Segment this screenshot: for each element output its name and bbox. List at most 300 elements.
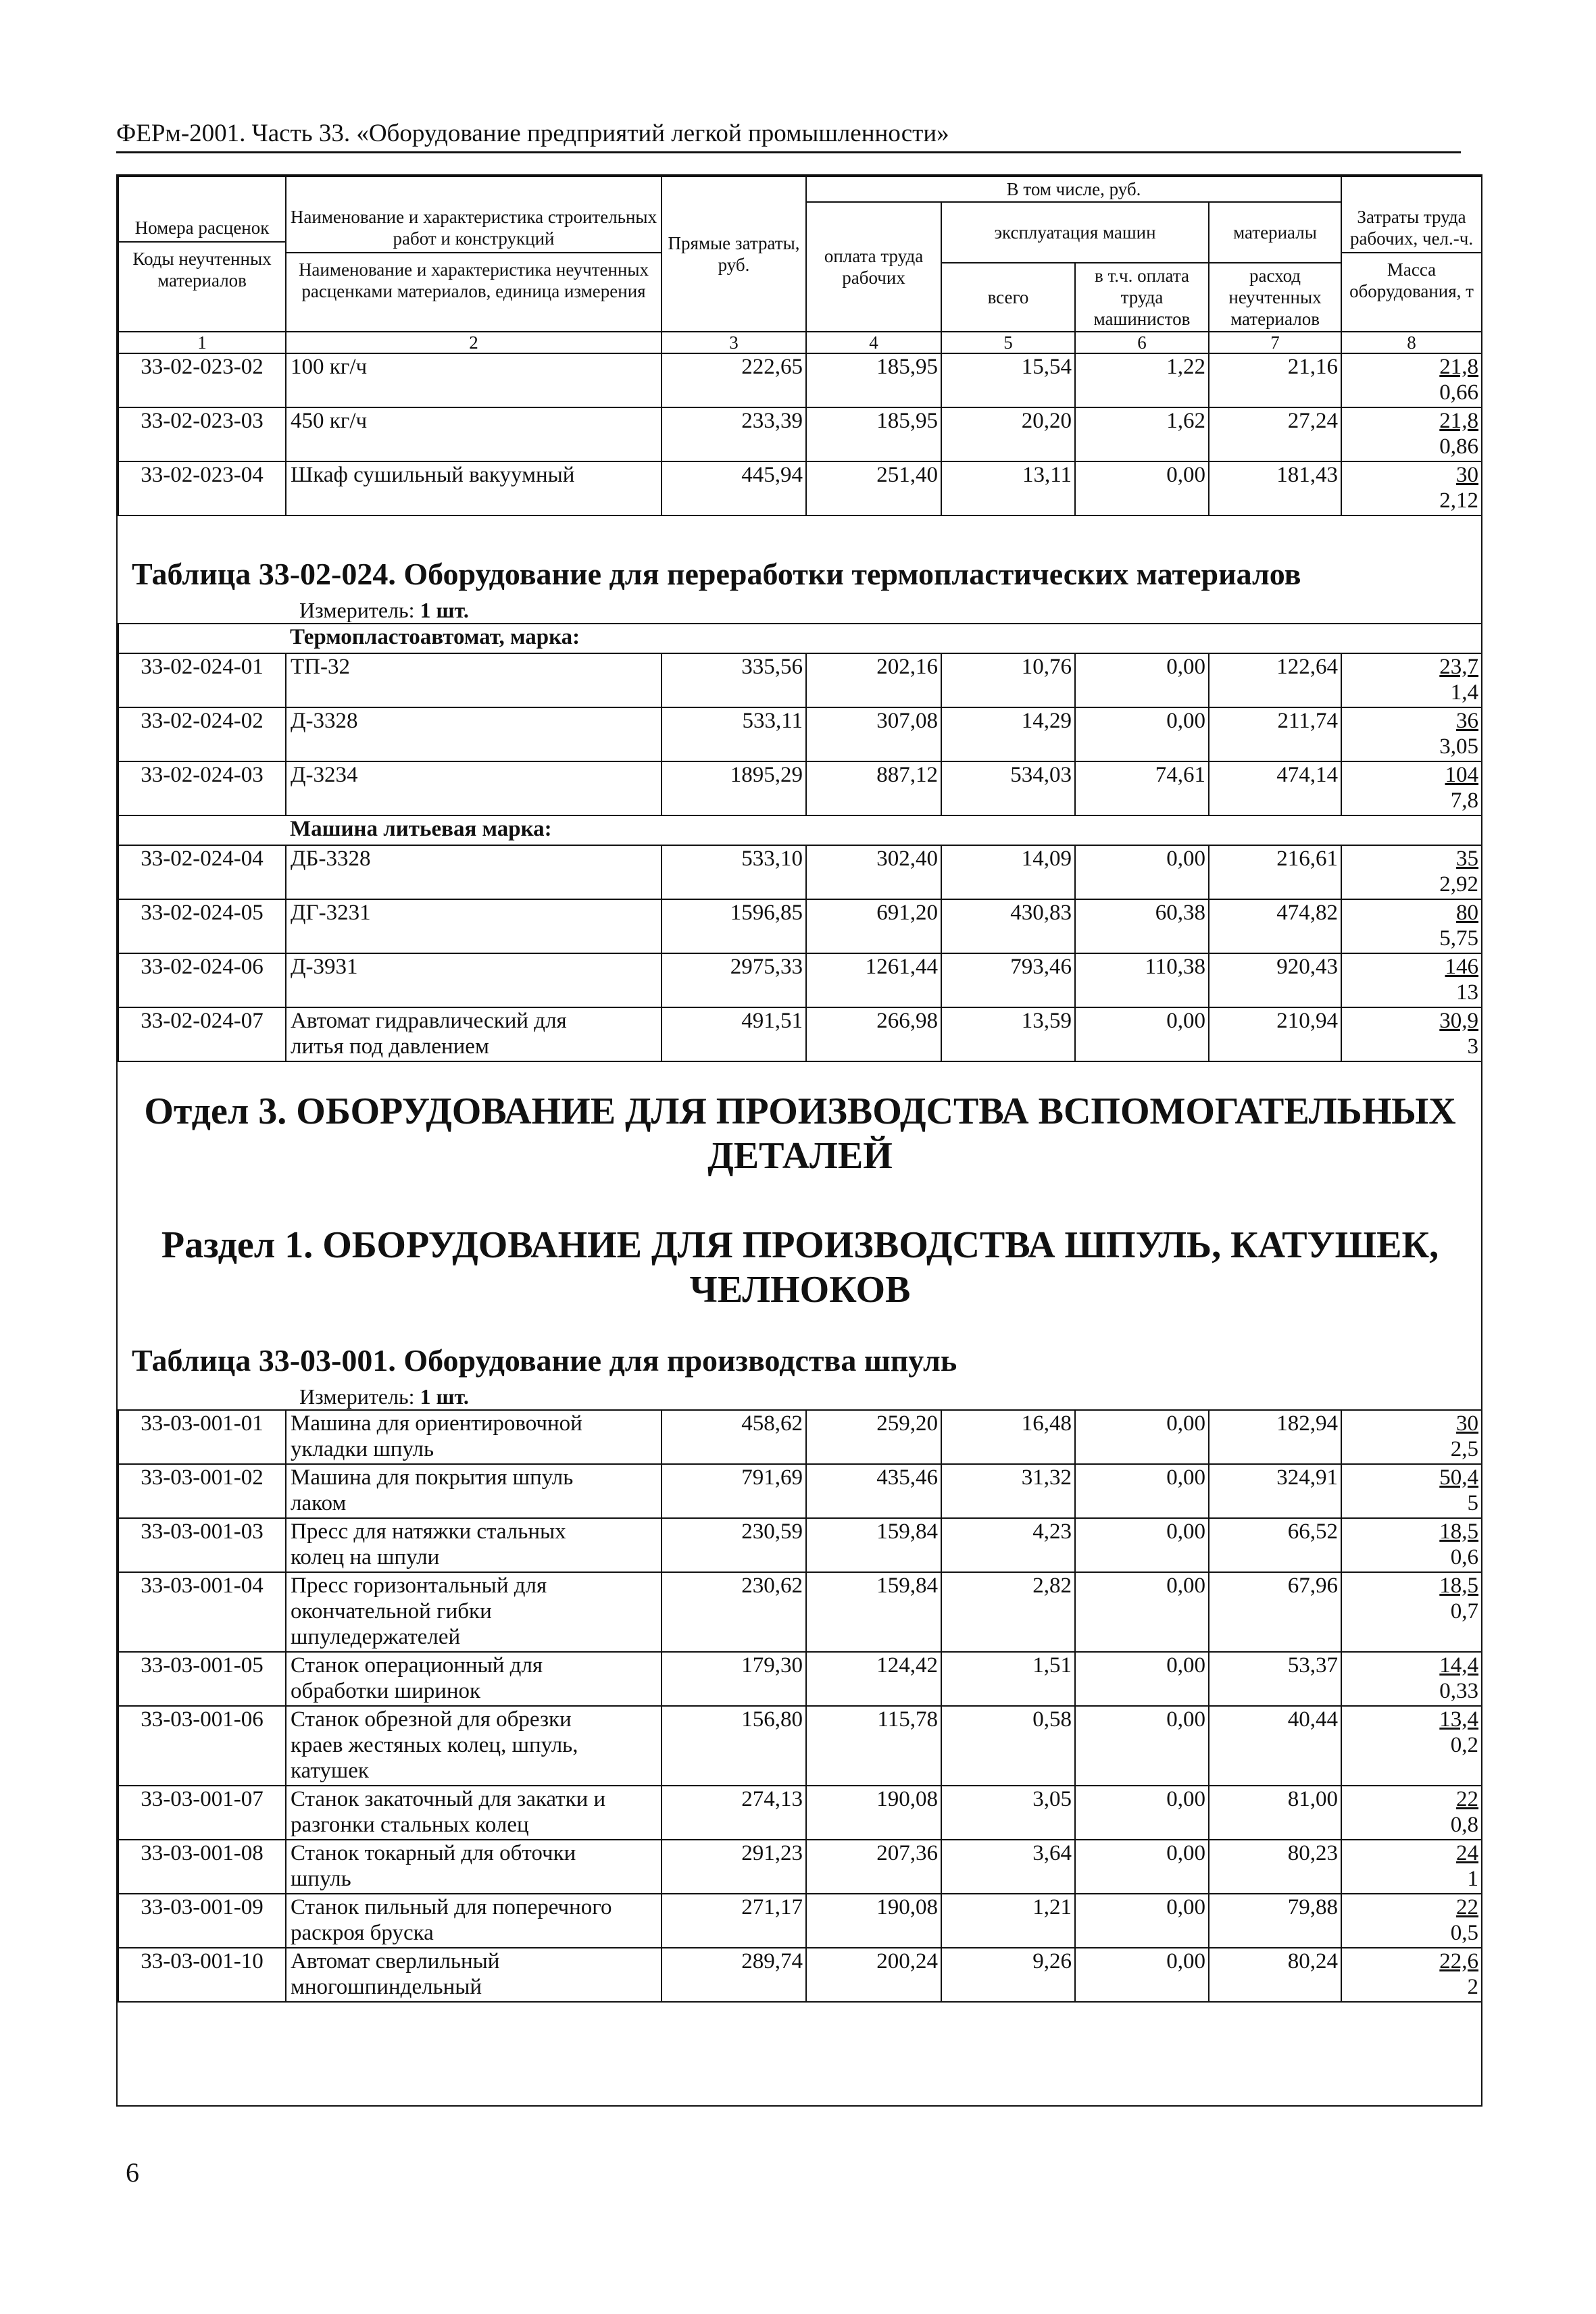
equipment-mass: 7,8: [1450, 788, 1479, 813]
workers-wages: 302,40: [806, 845, 941, 899]
rate-name-line: ДБ-3328: [291, 847, 371, 871]
rate-name: [286, 1572, 662, 1652]
materials-consumption: 211,74: [1209, 707, 1341, 761]
direct-costs: 230,59: [662, 1518, 806, 1572]
rate-name-line: укладки шпуль: [291, 1437, 434, 1461]
rate-code: 33-03-001-09: [118, 1894, 286, 1948]
table-row: [118, 461, 1482, 515]
operators-wages: 0,00: [1075, 1706, 1209, 1786]
direct-costs: 1596,85: [662, 899, 806, 953]
operators-wages: 0,00: [1075, 707, 1209, 761]
materials-consumption: 80,23: [1209, 1840, 1341, 1894]
rate-name-line: Д-3234: [291, 763, 358, 787]
workers-wages: 307,08: [806, 707, 941, 761]
header-including: В том числе, руб.: [806, 176, 1341, 202]
operators-wages: 0,00: [1075, 653, 1209, 707]
workers-wages: 1261,44: [806, 953, 941, 1007]
workers-wages: 691,20: [806, 899, 941, 953]
table-caption: Таблица 33-03-001. Оборудование для производства шпуль: [132, 1343, 957, 1378]
labor-costs: 18,5: [1439, 1574, 1479, 1598]
equipment-mass: 0,2: [1450, 1733, 1479, 1757]
workers-wages: 124,42: [806, 1652, 941, 1706]
labor-mass-cell: [1341, 1706, 1482, 1786]
labor-costs: 14,4: [1439, 1653, 1479, 1678]
rate-name: [286, 707, 662, 761]
labor-mass-cell: [1341, 407, 1482, 461]
header-operators-wages: в т.ч. оплата труда машинистов: [1075, 263, 1209, 332]
equipment-mass: 0,5: [1450, 1921, 1479, 1945]
equipment-mass: 5: [1467, 1491, 1479, 1515]
rate-code: 33-02-024-07: [118, 1007, 286, 1061]
machines-total: 13,11: [941, 461, 1075, 515]
labor-costs: 22: [1456, 1787, 1479, 1811]
rate-name-line: Машина для ориентировочной: [291, 1411, 582, 1436]
labor-costs: 35: [1456, 847, 1479, 871]
equipment-mass: 0,7: [1450, 1599, 1479, 1624]
rate-name-line: лаком: [291, 1491, 347, 1515]
direct-costs: 291,23: [662, 1840, 806, 1894]
equipment-mass: 2,92: [1439, 872, 1479, 897]
direct-costs: 233,39: [662, 407, 806, 461]
equipment-mass: 2,5: [1450, 1437, 1479, 1461]
direct-costs: 533,10: [662, 845, 806, 899]
equipment-mass: 2,12: [1439, 488, 1479, 513]
rate-code: 33-02-024-01: [118, 653, 286, 707]
rate-name-line: шпуль: [291, 1867, 351, 1891]
direct-costs: 156,80: [662, 1706, 806, 1786]
column-number: 1: [118, 332, 286, 353]
equipment-mass: 2: [1467, 1975, 1479, 1999]
machines-total: 14,09: [941, 845, 1075, 899]
materials-consumption: 324,91: [1209, 1464, 1341, 1518]
labor-costs: 21,8: [1439, 355, 1479, 379]
direct-costs: 791,69: [662, 1464, 806, 1518]
rate-name: [286, 1948, 662, 2002]
table-row: [118, 1894, 1482, 1948]
machines-total: 2,82: [941, 1572, 1075, 1652]
rates-table: [118, 176, 1482, 2003]
measure-line: [118, 1384, 1482, 1409]
titles-block: [118, 1061, 1482, 1410]
table-row: [118, 953, 1482, 1007]
labor-mass-cell: [1341, 1840, 1482, 1894]
measure-label: Измеритель:: [299, 598, 415, 622]
table-row: [118, 1652, 1482, 1706]
rate-code: 33-03-001-06: [118, 1706, 286, 1786]
operators-wages: 0,00: [1075, 1894, 1209, 1948]
materials-consumption: 920,43: [1209, 953, 1341, 1007]
machines-total: 430,83: [941, 899, 1075, 953]
labor-mass-cell: [1341, 1894, 1482, 1948]
materials-consumption: 53,37: [1209, 1652, 1341, 1706]
rate-code: 33-02-024-02: [118, 707, 286, 761]
machines-total: 0,58: [941, 1706, 1075, 1786]
column-number: 5: [941, 332, 1075, 353]
rate-name-line: обработки ширинок: [291, 1679, 481, 1703]
rate-name-line: Станок пильный для поперечного: [291, 1895, 612, 1919]
labor-mass-cell: [1341, 707, 1482, 761]
direct-costs: 271,17: [662, 1894, 806, 1948]
operators-wages: 1,62: [1075, 407, 1209, 461]
column-number: 6: [1075, 332, 1209, 353]
table-row: [118, 653, 1482, 707]
table-row: [118, 1410, 1482, 1464]
rate-code: 33-03-001-05: [118, 1652, 286, 1706]
rate-code: 33-02-023-04: [118, 461, 286, 515]
table-row: [118, 1572, 1482, 1652]
measure-value: 1 шт.: [420, 598, 469, 622]
machines-total: 10,76: [941, 653, 1075, 707]
rate-code: 33-02-024-06: [118, 953, 286, 1007]
labor-costs: 36: [1456, 709, 1479, 733]
labor-costs: 22,6: [1439, 1949, 1479, 1973]
workers-wages: 207,36: [806, 1840, 941, 1894]
measure-value: 1 шт.: [420, 1384, 469, 1409]
direct-costs: 230,62: [662, 1572, 806, 1652]
labor-costs: 13,4: [1439, 1707, 1479, 1732]
labor-mass-cell: [1341, 1786, 1482, 1840]
direct-costs: 222,65: [662, 353, 806, 407]
workers-wages: 887,12: [806, 761, 941, 815]
rate-name-line: катушек: [291, 1759, 369, 1783]
direct-costs: 179,30: [662, 1652, 806, 1706]
group-title-row: [118, 624, 1482, 653]
labor-costs: 50,4: [1439, 1465, 1479, 1490]
machines-total: 13,59: [941, 1007, 1075, 1061]
header-materials-group: материалы: [1209, 202, 1341, 263]
labor-mass-cell: [1341, 1007, 1482, 1061]
rate-name: [286, 353, 662, 407]
operators-wages: 1,22: [1075, 353, 1209, 407]
rate-name-line: Пресс для натяжки стальных: [291, 1519, 566, 1544]
labor-costs: 21,8: [1439, 409, 1479, 433]
column-number: 2: [286, 332, 662, 353]
labor-costs: 18,5: [1439, 1519, 1479, 1544]
rate-name-line: раскроя бруска: [291, 1921, 434, 1945]
rate-code: 33-02-024-03: [118, 761, 286, 815]
labor-costs: 146: [1445, 955, 1479, 979]
workers-wages: 202,16: [806, 653, 941, 707]
column-number: 4: [806, 332, 941, 353]
rate-name: [286, 1706, 662, 1786]
header-rate-number: Номера расценок: [119, 217, 285, 243]
table-header-row: [118, 176, 1482, 202]
materials-consumption: 81,00: [1209, 1786, 1341, 1840]
materials-consumption: 182,94: [1209, 1410, 1341, 1464]
machines-total: 14,29: [941, 707, 1075, 761]
materials-consumption: 474,82: [1209, 899, 1341, 953]
labor-mass-cell: [1341, 1464, 1482, 1518]
table-row: [118, 1840, 1482, 1894]
rate-name-line: Станок токарный для обточки: [291, 1841, 576, 1865]
table-caption-block-row: [118, 515, 1482, 624]
equipment-mass: 1,4: [1450, 680, 1479, 705]
materials-consumption: 80,24: [1209, 1948, 1341, 2002]
rate-name-line: Д-3328: [291, 709, 358, 733]
titles-block-row: [118, 1061, 1482, 1410]
rates-table-body: [118, 176, 1482, 2002]
rate-name-line: окончательной гибки: [291, 1599, 492, 1624]
direct-costs: 289,74: [662, 1948, 806, 2002]
workers-wages: 200,24: [806, 1948, 941, 2002]
labor-costs: 30: [1456, 1411, 1479, 1436]
operators-wages: 0,00: [1075, 845, 1209, 899]
header-direct-costs: Прямые затраты, руб.: [662, 176, 806, 332]
header-labor: Затраты труда рабочих, чел.-ч.: [1342, 206, 1481, 253]
rate-name: [286, 1464, 662, 1518]
labor-costs: 24: [1456, 1841, 1479, 1865]
header-codes-cell: [118, 176, 286, 332]
rate-name-line: Шкаф сушильный вакуумный: [291, 463, 575, 487]
group-title-spacer: [118, 624, 286, 653]
operators-wages: 110,38: [1075, 953, 1209, 1007]
rate-name-line: колец на шпули: [291, 1545, 440, 1569]
direct-costs: 274,13: [662, 1786, 806, 1840]
rate-name-line: Пресс горизонтальный для: [291, 1574, 547, 1598]
rate-name: [286, 1894, 662, 1948]
rate-name-line: Д-3931: [291, 955, 358, 979]
header-material-name: Наименование и характеристика неучтенных расценками материалов, единица измерения: [298, 259, 649, 301]
labor-costs: 23,7: [1439, 655, 1479, 679]
rate-code: 33-03-001-01: [118, 1410, 286, 1464]
table-row: [118, 1706, 1482, 1786]
rate-code: 33-03-001-02: [118, 1464, 286, 1518]
operators-wages: 0,00: [1075, 1007, 1209, 1061]
labor-mass-cell: [1341, 1518, 1482, 1572]
table-row: [118, 899, 1482, 953]
machines-total: 15,54: [941, 353, 1075, 407]
workers-wages: 159,84: [806, 1518, 941, 1572]
rate-name-line: Машина для покрытия шпуль: [291, 1465, 574, 1490]
labor-costs: 104: [1445, 763, 1479, 787]
rate-name: [286, 761, 662, 815]
labor-costs: 80: [1456, 901, 1479, 925]
header-name-cell: [286, 176, 662, 332]
rate-name: [286, 953, 662, 1007]
group-title: Термопластоавтомат, марка:: [286, 624, 1482, 653]
rate-name: [286, 461, 662, 515]
operators-wages: 0,00: [1075, 1572, 1209, 1652]
rate-name: [286, 1652, 662, 1706]
rate-code: 33-03-001-10: [118, 1948, 286, 2002]
machines-total: 4,23: [941, 1518, 1075, 1572]
labor-mass-cell: [1341, 1410, 1482, 1464]
table-row: [118, 1786, 1482, 1840]
operators-wages: 0,00: [1075, 1518, 1209, 1572]
labor-mass-cell: [1341, 761, 1482, 815]
header-materials-consumption: расход неучтенных материалов: [1209, 263, 1341, 332]
machines-total: 793,46: [941, 953, 1075, 1007]
rate-name-line: ДГ-3231: [291, 901, 371, 925]
group-title: Машина литьевая марка:: [286, 815, 1482, 845]
workers-wages: 266,98: [806, 1007, 941, 1061]
materials-consumption: 210,94: [1209, 1007, 1341, 1061]
rate-name: [286, 407, 662, 461]
group-title-spacer: [118, 815, 286, 845]
labor-mass-cell: [1341, 1652, 1482, 1706]
operators-wages: 0,00: [1075, 1840, 1209, 1894]
direct-costs: 445,94: [662, 461, 806, 515]
labor-mass-cell: [1341, 353, 1482, 407]
rate-code: 33-02-023-03: [118, 407, 286, 461]
table-row: [118, 845, 1482, 899]
measure-line: [118, 597, 1482, 623]
column-numbers-row: [118, 332, 1482, 353]
operators-wages: 0,00: [1075, 1410, 1209, 1464]
materials-consumption: 40,44: [1209, 1706, 1341, 1786]
rate-name: [286, 1410, 662, 1464]
rate-name: [286, 845, 662, 899]
header-work-name: Наименование и характеристика строительных работ и конструкций: [286, 206, 661, 253]
materials-consumption: 27,24: [1209, 407, 1341, 461]
equipment-mass: 3,05: [1439, 734, 1479, 759]
table-row: [118, 761, 1482, 815]
rate-name-line: шпуледержателей: [291, 1625, 461, 1649]
operators-wages: 0,00: [1075, 1948, 1209, 2002]
rate-name-line: краев жестяных колец, шпуль,: [291, 1733, 578, 1757]
equipment-mass: 0,8: [1450, 1813, 1479, 1837]
workers-wages: 259,20: [806, 1410, 941, 1464]
operators-wages: 74,61: [1075, 761, 1209, 815]
table-row: [118, 1518, 1482, 1572]
table-row: [118, 707, 1482, 761]
section-title-line: ЧЕЛНОКОВ: [689, 1269, 911, 1311]
operators-wages: 60,38: [1075, 899, 1209, 953]
workers-wages: 159,84: [806, 1572, 941, 1652]
machines-total: 9,26: [941, 1948, 1075, 2002]
rate-name-line: многошпиндельный: [291, 1975, 482, 1999]
rate-name-line: ТП-32: [291, 655, 350, 679]
rate-name: [286, 1786, 662, 1840]
equipment-mass: 5,75: [1439, 926, 1479, 951]
workers-wages: 435,46: [806, 1464, 941, 1518]
rate-name-line: Станок закаточный для закатки и: [291, 1787, 606, 1811]
workers-wages: 185,95: [806, 407, 941, 461]
equipment-mass: 0,33: [1439, 1679, 1479, 1703]
materials-consumption: 21,16: [1209, 353, 1341, 407]
operators-wages: 0,00: [1075, 1652, 1209, 1706]
materials-consumption: 474,14: [1209, 761, 1341, 815]
operators-wages: 0,00: [1075, 1464, 1209, 1518]
rate-name-line: Автомат сверлильный: [291, 1949, 500, 1973]
rate-name: [286, 1007, 662, 1061]
department-title: [118, 1089, 1482, 1178]
equipment-mass: 3: [1467, 1034, 1479, 1059]
rate-name: [286, 1518, 662, 1572]
rate-name-line: Станок обрезной для обрезки: [291, 1707, 572, 1732]
labor-costs: 22: [1456, 1895, 1479, 1919]
page-number: 6: [126, 2157, 139, 2188]
rate-name-line: 450 кг/ч: [291, 409, 368, 433]
materials-consumption: 66,52: [1209, 1518, 1341, 1572]
direct-costs: 335,56: [662, 653, 806, 707]
workers-wages: 185,95: [806, 353, 941, 407]
column-number: 3: [662, 332, 806, 353]
rate-name-line: литья под давлением: [291, 1034, 489, 1059]
machines-total: 1,51: [941, 1652, 1075, 1706]
workers-wages: 251,40: [806, 461, 941, 515]
rate-code: 33-02-024-04: [118, 845, 286, 899]
column-number: 8: [1341, 332, 1482, 353]
table-row: [118, 407, 1482, 461]
labor-mass-cell: [1341, 899, 1482, 953]
labor-costs: 30: [1456, 463, 1479, 487]
section-title: [118, 1223, 1482, 1312]
materials-consumption: 122,64: [1209, 653, 1341, 707]
materials-consumption: 79,88: [1209, 1894, 1341, 1948]
materials-consumption: 67,96: [1209, 1572, 1341, 1652]
machines-total: 16,48: [941, 1410, 1075, 1464]
rate-code: 33-03-001-04: [118, 1572, 286, 1652]
machines-total: 1,21: [941, 1894, 1075, 1948]
rate-name: [286, 899, 662, 953]
table-row: [118, 1007, 1482, 1061]
labor-mass-cell: [1341, 653, 1482, 707]
machines-total: 20,20: [941, 407, 1075, 461]
equipment-mass: 0,6: [1450, 1545, 1479, 1569]
machines-total: 3,64: [941, 1840, 1075, 1894]
operators-wages: 0,00: [1075, 461, 1209, 515]
rate-code: 33-02-023-02: [118, 353, 286, 407]
operators-wages: 0,00: [1075, 1786, 1209, 1840]
labor-costs: 30,9: [1439, 1009, 1479, 1033]
section-title-line: Раздел 1. ОБОРУДОВАНИЕ ДЛЯ ПРОИЗВОДСТВА ШПУЛЬ, КАТУШЕК,: [161, 1224, 1439, 1266]
rate-code: 33-03-001-03: [118, 1518, 286, 1572]
department-title-line: ДЕТАЛЕЙ: [707, 1135, 893, 1177]
labor-mass-cell: [1341, 845, 1482, 899]
labor-mass-cell: [1341, 1572, 1482, 1652]
rate-name-line: разгонки стальных колец: [291, 1813, 529, 1837]
equipment-mass: 1: [1467, 1867, 1479, 1891]
table-row: [118, 1948, 1482, 2002]
header-machines-group: эксплуатация машин: [941, 202, 1209, 263]
machines-total: 31,32: [941, 1464, 1075, 1518]
labor-mass-cell: [1341, 953, 1482, 1007]
running-header: ФЕРм-2001. Часть 33. «Оборудование предприятий легкой промышленности»: [116, 119, 1461, 153]
group-title-row: [118, 815, 1482, 845]
header-machines-total: всего: [941, 263, 1075, 332]
rates-table-frame: [116, 174, 1482, 2107]
rate-name: [286, 653, 662, 707]
table-caption: Таблица 33-02-024. Оборудование для переработки термопластических материалов: [132, 557, 1301, 591]
labor-mass-cell: [1341, 1948, 1482, 2002]
column-number: 7: [1209, 332, 1341, 353]
rate-name-line: Станок операционный для: [291, 1653, 543, 1678]
rate-name: [286, 1840, 662, 1894]
rate-code: 33-03-001-08: [118, 1840, 286, 1894]
workers-wages: 115,78: [806, 1706, 941, 1786]
machines-total: 534,03: [941, 761, 1075, 815]
header-labor-mass-cell: [1341, 176, 1482, 332]
department-title-line: Отдел 3. ОБОРУДОВАНИЕ ДЛЯ ПРОИЗВОДСТВА ВСПОМОГАТЕЛЬНЫХ: [144, 1090, 1456, 1132]
table-caption-block: [118, 515, 1482, 624]
rate-code: 33-02-024-05: [118, 899, 286, 953]
table-row: [118, 353, 1482, 407]
equipment-mass: 13: [1456, 980, 1479, 1005]
header-wages: оплата труда рабочих: [806, 202, 941, 332]
workers-wages: 190,08: [806, 1894, 941, 1948]
direct-costs: 1895,29: [662, 761, 806, 815]
rate-code: 33-03-001-07: [118, 1786, 286, 1840]
rate-name-line: 100 кг/ч: [291, 355, 368, 379]
materials-consumption: 181,43: [1209, 461, 1341, 515]
equipment-mass: 0,86: [1439, 434, 1479, 459]
labor-mass-cell: [1341, 461, 1482, 515]
direct-costs: 491,51: [662, 1007, 806, 1061]
direct-costs: 533,11: [662, 707, 806, 761]
materials-consumption: 216,61: [1209, 845, 1341, 899]
header-material-code: Коды неучтенных материалов: [132, 249, 272, 291]
